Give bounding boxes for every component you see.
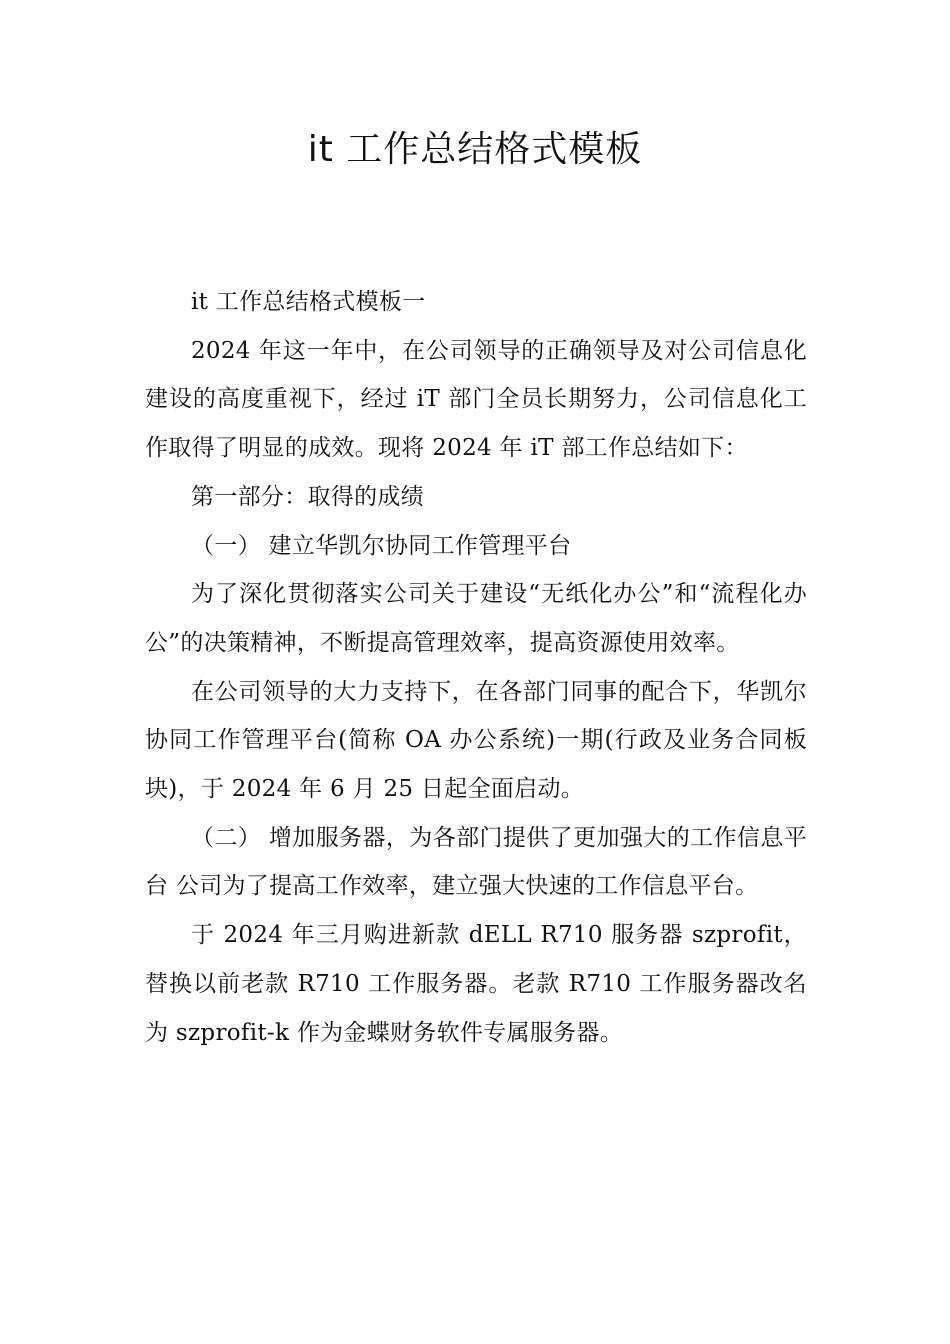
paragraph-intro: 2024 年这一年中，在公司领导的正确领导及对公司信息化建设的高度重视下，经过 iT 部门全员长期努力，公司信息化工作取得了明显的成效。现将 2024 年 iT 部工作总结如下：	[145, 337, 807, 462]
document-title: it 工作总结格式模板	[307, 129, 643, 170]
section-heading-part-one: 第一部分：取得的成绩	[191, 483, 424, 510]
paragraph-oa-launch: 在公司领导的大力支持下，在各部门同事的配合下，华凯尔协同工作管理平台(简称 OA 办公系统)一期(行政及业务合同板块)，于 2024 年 6 月 25 日起全面启动。	[145, 678, 807, 803]
section-heading-template-one: it 工作总结格式模板一	[191, 289, 426, 315]
subheading-servers: （二） 增加服务器，为各部门提供了更加强大的工作信息平台 公司为了提高工作效率，建立强大快速的工作信息平台。	[145, 824, 807, 900]
subheading-oa-platform: （一） 建立华凯尔协同工作管理平台	[191, 532, 572, 559]
paragraph-server-purchase: 于 2024 年三月购进新款 dELL R710 服务器 szprofit，替换以前老款 R710 工作服务器。老款 R710 工作服务器改名为 szprofit-k 作为金蝶财务软件专属服务器。	[145, 922, 807, 1046]
paragraph-paperless-office: 为了深化贯彻落实公司关于建设“无纸化办公”和“流程化办公”的决策精神，不断提高管理效率，提高资源使用效率。	[145, 581, 807, 656]
document-body	[145, 278, 807, 1057]
